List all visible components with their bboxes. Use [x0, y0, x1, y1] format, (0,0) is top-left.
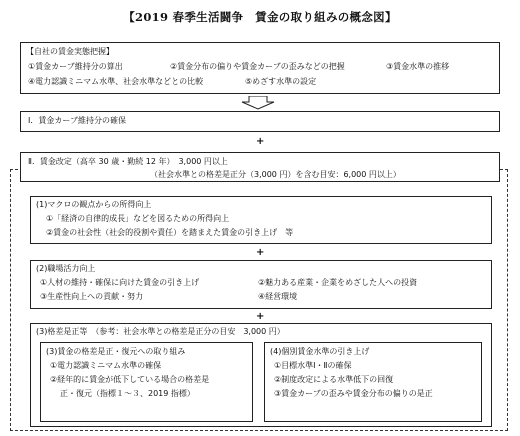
section1-label: Ⅰ．賃金カーブ維持分の確保 — [28, 116, 126, 125]
gap-left-item-3: 正・復元（指標１～３、2019 指標） — [60, 389, 195, 398]
fact-box-heading: 【自社の賃金実態把握】 — [26, 47, 114, 56]
fact-item-3: ③賃金水準の推移 — [386, 62, 450, 71]
macro-item-1: ①「経済の自律的成長」などを図るための所得向上 — [46, 214, 230, 223]
plus-symbol-1: + — [256, 136, 265, 147]
workplace-item-1: ①人材の維持・確保に向けた賃金の引き上げ — [40, 278, 200, 287]
gap-left-heading: (3)賃金の格差是正・復元への取り組み — [46, 347, 186, 356]
section2-sub: （社会水準との格差是正分（3,000 円）を含む目安：6,000 円以上） — [150, 170, 401, 179]
down-arrow-icon — [240, 96, 276, 110]
macro-heading: (1)マクロの観点からの所得向上 — [36, 200, 152, 209]
gap-right-heading: (4)個別賃金水準の引き上げ — [270, 347, 370, 356]
plus-symbol-2: + — [256, 247, 265, 258]
macro-item-2: ②賃金の社会性（社会的役割や責任）を踏まえた賃金の引き上げ 等 — [46, 228, 294, 237]
fact-item-5: ⑤めざす水準の設定 — [245, 77, 317, 86]
gap-heading: (3)格差是正等 （参考：社会水準との格差是正分の目安 3,000 円） — [36, 327, 285, 336]
workplace-item-3: ③生産性向上への貢献・努力 — [40, 292, 144, 301]
gap-right-item-1: ①目標水準Ⅰ・Ⅱの確保 — [274, 361, 352, 370]
diagram-title: 【2019 春季生活闘争 賃金の取り組みの概念図】 — [123, 10, 397, 24]
workplace-item-2: ②魅力ある産業・企業をめざした人への投資 — [258, 278, 418, 287]
fact-item-1: ①賃金カーブ維持分の算出 — [28, 62, 123, 71]
gap-right-item-2: ②制度改定による水準低下の回復 — [274, 375, 394, 384]
workplace-item-4: ④経営環境 — [258, 292, 298, 301]
gap-left-item-1: ①電力認識ミニマム水準の確保 — [50, 361, 162, 370]
fact-item-4: ④電力認識ミニマム水準、社会水準などとの比較 — [28, 77, 204, 86]
plus-symbol-3: + — [256, 311, 265, 322]
section2-label: Ⅱ．賃金改定（高卒 30 歳・勤続 12 年） 3,000 円以上 — [28, 157, 228, 166]
gap-left-item-2: ②経年的に賃金が低下している場合の格差是 — [50, 375, 210, 384]
gap-right-item-3: ③賃金カーブの歪みや賃金分布の偏りの是正 — [274, 389, 433, 398]
workplace-heading: (2)職場活力向上 — [36, 264, 96, 273]
fact-item-2: ②賃金分布の偏りや賃金カーブの歪みなどの把握 — [170, 62, 345, 71]
